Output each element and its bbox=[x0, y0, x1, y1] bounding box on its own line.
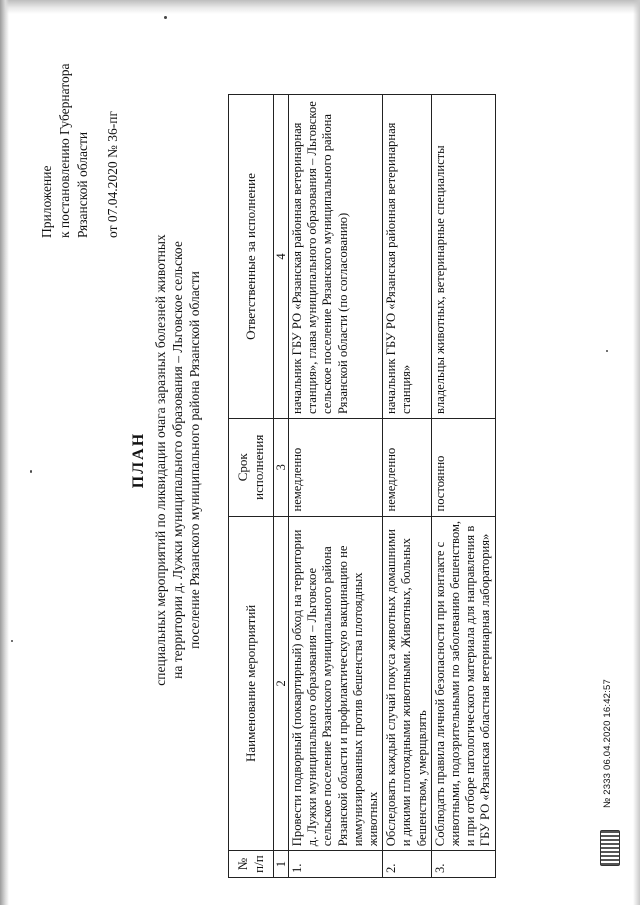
registration-number: № 2333 06.04.2020 16:42:57 bbox=[602, 679, 613, 808]
appendix-date: от 07.04.2020 № 36-пг bbox=[105, 111, 120, 238]
scan-speck bbox=[164, 16, 167, 19]
plan-subtitle-line: на территории д. Лужки муниципального образования – Льговское сельское bbox=[170, 241, 185, 679]
row-measure: Провести подворный (поквартирный) обход на территории д. Лужки муниципального образования – Льговское сельское поселение Рязанского муниципального района Рязанской области и профилактическую вакцинацию не иммунизированных против бешенства плотоядных животных bbox=[289, 516, 383, 851]
row-responsible: начальник ГБУ РО «Рязанская районная ветеринарная станция», глава муниципального образования – Льговское сельское поселение Рязанского муниципального района Рязанской области (по согласованию) bbox=[289, 95, 383, 419]
row-number: 2. bbox=[383, 851, 432, 878]
row-number: 3. bbox=[431, 851, 495, 878]
row-deadline: немедленно bbox=[383, 418, 432, 516]
row-measure: Обследовать каждый случай покуса животных домашними и дикими плотоядными животными. Животных, больных бешенством, умерщвлять bbox=[383, 516, 432, 851]
appendix-decree: к постановлению Губернатора bbox=[57, 63, 72, 238]
column-number: 4 bbox=[274, 95, 289, 419]
plan-heading bbox=[128, 160, 203, 760]
column-number-row bbox=[274, 95, 289, 878]
header-responsible: Ответственные за исполнение bbox=[229, 95, 274, 419]
table-row bbox=[383, 95, 432, 878]
header-measure: Наименование мероприятий bbox=[229, 516, 274, 851]
table-row bbox=[431, 95, 495, 878]
table-header-row bbox=[229, 95, 274, 878]
plan-subtitle-line: поселение Рязанского муниципального района Рязанской области bbox=[187, 271, 202, 649]
row-measure: Соблюдать правила личной безопасности при контакте с животными, подозрительными по заболеванию бешенством, и при отборе патологического материала для направления в ГБУ РО «Рязанская областная ветеринарная лаборатория» bbox=[431, 516, 495, 851]
column-number: 2 bbox=[274, 516, 289, 851]
row-number: 1. bbox=[289, 851, 383, 878]
barcode-stamp-icon bbox=[600, 830, 620, 866]
appendix-label: Приложение bbox=[39, 165, 54, 238]
row-responsible: начальник ГБУ РО «Рязанская районная ветеринарная станция» bbox=[383, 95, 432, 419]
measures-table bbox=[228, 94, 496, 878]
row-deadline: немедленно bbox=[289, 418, 383, 516]
header-number: № п/п bbox=[229, 851, 274, 878]
plan-title: ПЛАН bbox=[130, 431, 147, 489]
table-row bbox=[289, 95, 383, 878]
document-page bbox=[24, 20, 624, 880]
scan-edge-left bbox=[0, 0, 9, 905]
header-deadline: Срок исполнения bbox=[229, 418, 274, 516]
column-number: 1 bbox=[274, 851, 289, 878]
registration-stamp bbox=[596, 466, 622, 866]
scan-edge-right bbox=[633, 0, 640, 905]
scan-edge-top bbox=[0, 0, 640, 14]
appendix-region: Рязанской области bbox=[75, 131, 90, 238]
appendix-block bbox=[38, 33, 122, 238]
plan-subtitle-line: специальных мероприятий по ликвидации очага заразных болезней животных bbox=[153, 234, 168, 686]
row-responsible: владельцы животных, ветеринарные специалисты bbox=[431, 95, 495, 419]
column-number: 3 bbox=[274, 418, 289, 516]
scan-speck bbox=[11, 640, 13, 642]
row-deadline: постоянно bbox=[431, 418, 495, 516]
